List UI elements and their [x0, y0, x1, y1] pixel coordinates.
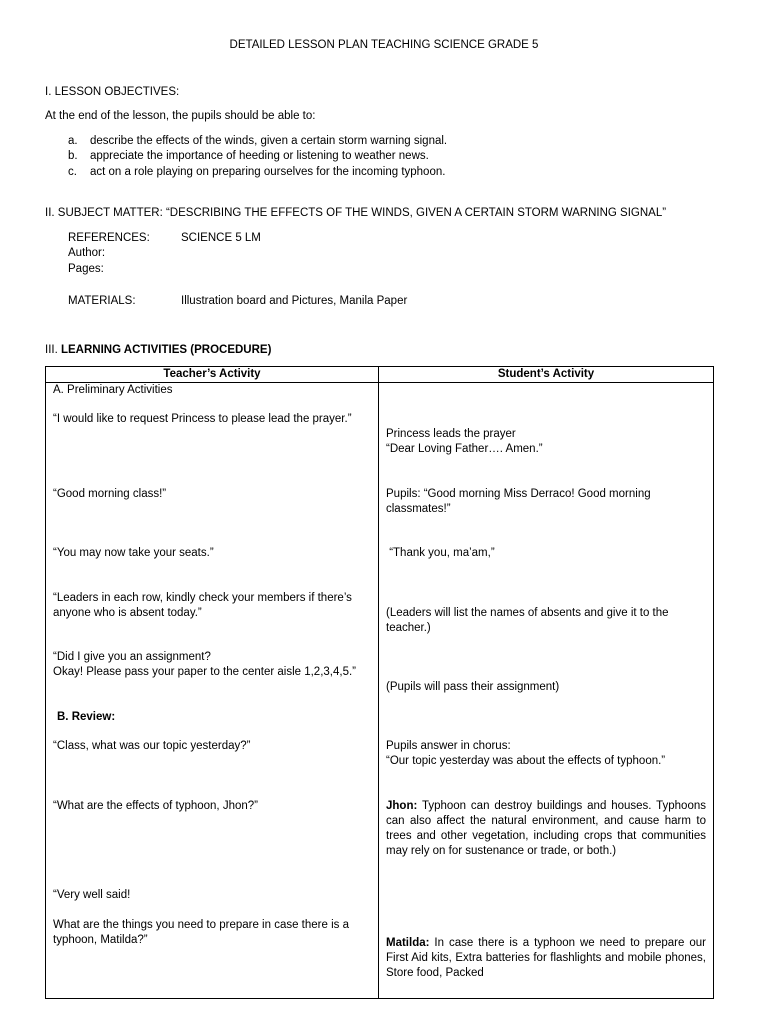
table-body-row — [46, 383, 714, 999]
student-name-matilda: Matilda: — [386, 937, 430, 949]
student-line-2: Pupils: “Good morning Miss Derraco! Good morning classmates!” — [386, 488, 651, 515]
references-row — [68, 231, 261, 246]
student-line-1: Princess leads the prayer “Dear Loving Father…. Amen.” — [386, 428, 543, 455]
activities-heading — [45, 343, 271, 358]
col-student-header: Student’s Activity — [379, 367, 714, 383]
subject-matter-heading: II. SUBJECT MATTER: “DESCRIBING THE EFFECTS OF THE WINDS, GIVEN A CERTAIN STORM WARNING SIGNAL” — [45, 207, 667, 219]
student-line-3: “Thank you, ma’am,” — [386, 547, 495, 559]
materials-label: MATERIALS: — [68, 295, 136, 307]
student-line-8 — [386, 936, 706, 981]
objective-marker: c. — [68, 166, 77, 178]
activities-heading-prefix: III. — [45, 344, 61, 356]
materials-row — [68, 294, 407, 309]
references-value: SCIENCE 5 LM — [181, 232, 261, 244]
student-line-6: Pupils answer in chorus: “Our topic yesterday was about the effects of typhoon.” — [386, 740, 666, 767]
teacher-line-7: “What are the effects of typhoon, Jhon?” — [53, 800, 258, 812]
student-answer-matilda: In case there is a typhoon we need to prepare our First Aid kits, Extra batteries for flashlights and mobile phones, Store food, Packed — [386, 937, 706, 979]
objective-item-a — [68, 134, 748, 149]
teacher-line-5: “Did I give you an assignment? Okay! Please pass your paper to the center aisle 1,2,3,4,5.” — [53, 651, 357, 678]
materials-value: Illustration board and Pictures, Manila Paper — [181, 295, 408, 307]
references-label: REFERENCES: — [68, 232, 150, 244]
table-header-row — [46, 367, 714, 383]
prelim-heading: A. Preliminary Activities — [53, 384, 173, 396]
author-label: Author: — [68, 247, 106, 259]
student-line-5: (Pupils will pass their assignment) — [386, 681, 560, 693]
activities-table — [45, 366, 714, 999]
col-teacher-header: Teacher’s Activity — [46, 367, 379, 383]
student-name-jhon: Jhon: — [386, 800, 418, 812]
objective-text: act on a role playing on preparing ourselves for the incoming typhoon. — [90, 166, 446, 178]
student-column — [379, 383, 714, 999]
document-title: DETAILED LESSON PLAN TEACHING SCIENCE GRADE 5 — [229, 39, 539, 51]
objective-text: describe the effects of the winds, given a certain storm warning signal. — [90, 135, 448, 147]
student-line-7 — [386, 799, 706, 859]
objectives-intro: At the end of the lesson, the pupils should be able to: — [45, 110, 316, 122]
activities-heading-title: LEARNING ACTIVITIES (PROCEDURE) — [60, 344, 272, 356]
student-answer-jhon: Typhoon can destroy buildings and houses. Typhoons can also affect the natural environment, and cause harm to trees and other vegetation, including crops that communities may rely on for sustenance or trade, or both.) — [386, 800, 706, 857]
pages-label: Pages: — [68, 263, 104, 275]
objective-item-b — [68, 149, 748, 164]
objective-text: appreciate the importance of heeding or listening to weather news. — [90, 150, 429, 162]
objective-marker: b. — [68, 150, 78, 162]
teacher-line-4: “Leaders in each row, kindly check your members if there’s anyone who is absent today.” — [53, 592, 352, 619]
teacher-line-3: “You may now take your seats.” — [53, 547, 214, 559]
student-line-4: (Leaders will list the names of absents and give it to the teacher.) — [386, 607, 669, 634]
teacher-line-2: “Good morning class!” — [53, 488, 167, 500]
objective-marker: a. — [68, 135, 78, 147]
review-heading: B. Review: — [57, 711, 116, 723]
teacher-column — [46, 383, 379, 999]
teacher-line-9: What are the things you need to prepare in case there is a typhoon, Matilda?” — [53, 919, 349, 946]
objectives-heading: I. LESSON OBJECTIVES: — [45, 86, 180, 98]
objective-item-c — [68, 165, 748, 180]
teacher-line-8: “Very well said! — [53, 889, 131, 901]
teacher-line-6: “Class, what was our topic yesterday?” — [53, 740, 251, 752]
teacher-line-1: “I would like to request Princess to please lead the prayer.” — [53, 413, 352, 425]
